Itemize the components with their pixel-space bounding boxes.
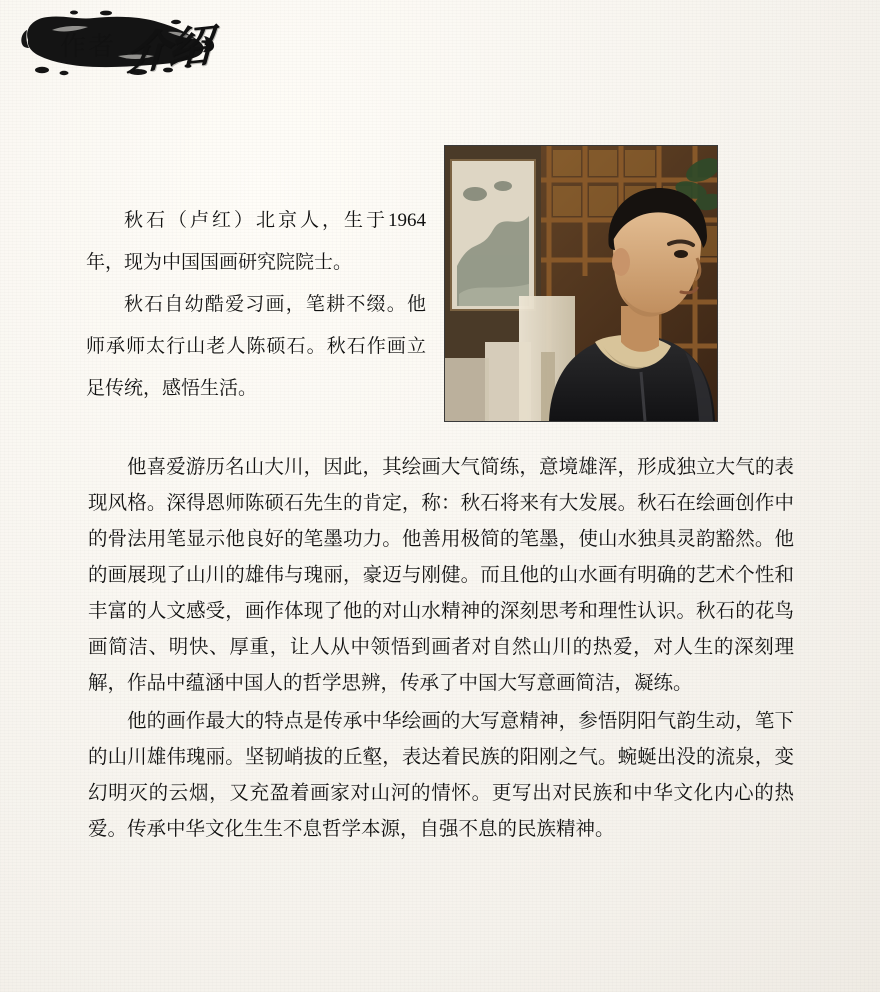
portrait-image xyxy=(445,146,717,421)
intro-block xyxy=(86,200,426,410)
author-portrait xyxy=(444,145,718,422)
header-title-secondary: 介绍 xyxy=(125,21,211,80)
body-paragraph-1: 他喜爱游历名山大川，因此，其绘画大气简练，意境雄浑，形成独立大气的表现风格。深得恩师陈硕石先生的肯定，称：秋石将来有大发展。秋石在绘画创作中的骨法用笔显示他良好的笔墨功力。他善用极简的笔墨，使山水独具灵韵豁然。他的画展现了山川的雄伟与瑰丽，豪迈与刚健。而且他的山水画有明确的艺术个性和丰富的人文感受，画作体现了他的对山水精神的深刻思考和理性认识。秋石的花鸟画简洁、明快、厚重，让人从中领悟到画者对自然山川的热爱，对人生的深刻理解，作品中蕴涵中国人的哲学思辨，传承了中国大写意画简洁，凝练。 xyxy=(88,457,794,694)
body-block xyxy=(88,450,794,848)
header-title-primary: 作者 xyxy=(60,32,117,61)
intro-paragraph-2: 秋石自幼酷爱习画，笔耕不缀。他师承师太行山老人陈硕石。秋石作画立足传统，感悟生活。 xyxy=(86,294,426,399)
header-banner xyxy=(18,8,238,80)
intro-paragraph-1: 秋石（卢红）北京人，生于1964年，现为中国国画研究院院士。 xyxy=(86,210,426,273)
body-paragraph-2: 他的画作最大的特点是传承中华绘画的大写意精神，参悟阴阳气韵生动，笔下的山川雄伟瑰丽。坚韧峭拔的丘壑，表达着民族的阳刚之气。蜿蜒出没的流泉，变幻明灭的云烟，又充盈着画家对山河的情怀。更写出对民族和中华文化内心的热爱。传承中华文化生生不息哲学本源，自强不息的民族精神。 xyxy=(88,711,794,840)
